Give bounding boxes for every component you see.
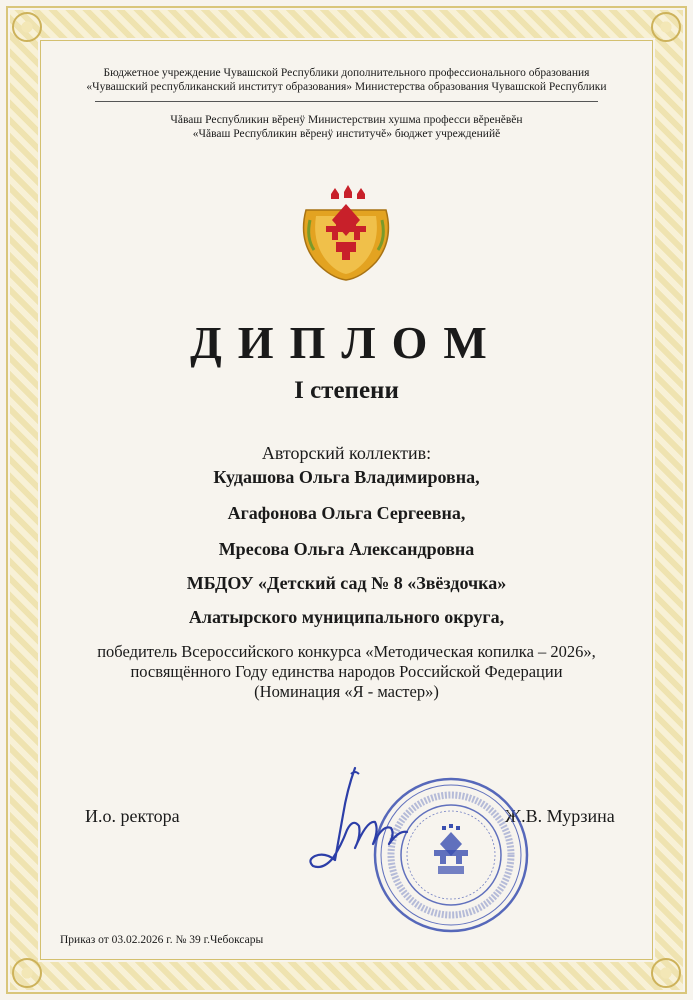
award-degree: I степени — [294, 377, 399, 404]
corner-ornament — [12, 12, 42, 42]
signatory-name: Ж.В. Мурзина — [505, 806, 615, 826]
author-name: Мресова Ольга Александровна — [218, 539, 475, 559]
header-line: «Чувашский республиканский институт образования» Министерства образования Чувашской Республики — [86, 81, 607, 93]
corner-ornament — [651, 12, 681, 42]
award-line: посвящённого Году единства народов Российской Федерации — [130, 662, 563, 681]
organization-name: МБДОУ «Детский сад № 8 «Звёздочка» — [186, 573, 507, 593]
header-line: «Чăваш Республикин вĕренÿ институчĕ» бюджет учрежденийĕ — [192, 128, 501, 140]
header-line: Бюджетное учреждение Чувашской Республики дополнительного профессионального образования — [103, 67, 590, 79]
corner-ornament — [651, 958, 681, 988]
header-divider — [95, 101, 598, 102]
team-label: Авторский коллектив: — [261, 443, 432, 463]
corner-ornament — [12, 958, 42, 988]
chuvashia-emblem-icon — [296, 180, 396, 282]
institution-header-cv — [60, 113, 633, 141]
award-line: победитель Всероссийского конкурса «Методическая копилка – 2026», — [97, 642, 596, 661]
header-line: Чăваш Республикин вĕренÿ Министерствин хушма професси вĕренĕвĕн — [170, 114, 523, 126]
handwritten-signature — [295, 760, 415, 880]
document-title: ДИПЛОМ — [190, 317, 503, 368]
institution-header-ru — [60, 66, 633, 94]
district-name: Алатырского муниципального округа, — [188, 607, 505, 627]
signatory-position: И.о. ректора — [85, 806, 180, 826]
author-name: Кудашова Ольга Владимировна, — [213, 467, 480, 487]
award-line: (Номинация «Я - мастер») — [254, 682, 439, 701]
award-description — [50, 642, 643, 702]
author-name: Агафонова Ольга Сергеевна, — [227, 503, 466, 523]
order-reference: Приказ от 03.02.2026 г. № 39 г.Чебоксары — [60, 934, 264, 946]
